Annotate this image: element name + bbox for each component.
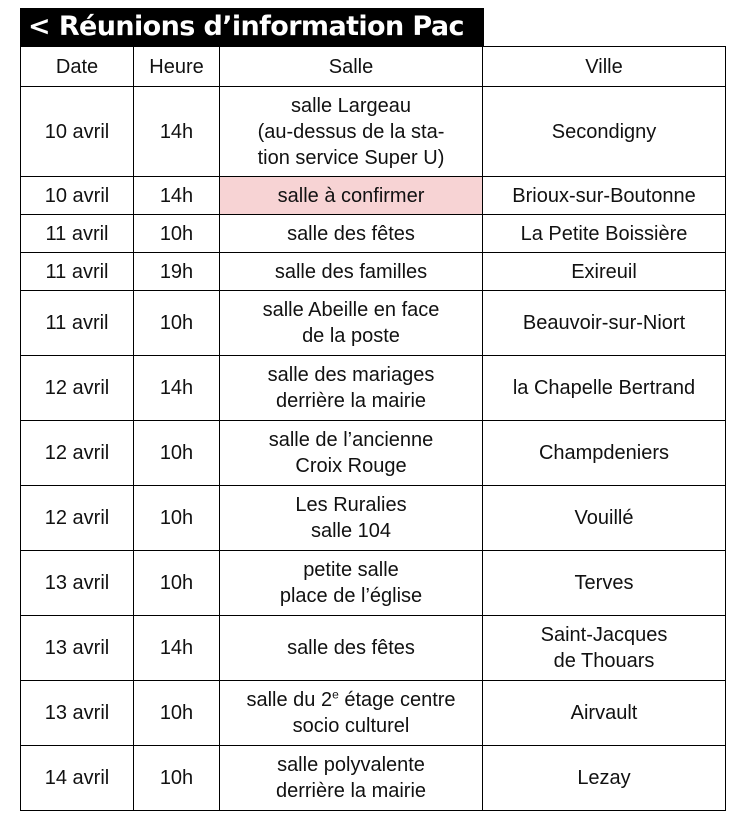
table-row bbox=[21, 616, 726, 681]
column-header-heure: Heure bbox=[134, 47, 220, 87]
table-row bbox=[21, 215, 726, 253]
table-row bbox=[21, 486, 726, 551]
cell-date: 14 avril bbox=[21, 746, 134, 811]
cell-salle bbox=[220, 681, 483, 746]
cell-heure: 14h bbox=[134, 177, 220, 215]
table-row bbox=[21, 551, 726, 616]
table-row bbox=[21, 356, 726, 421]
table-row bbox=[21, 681, 726, 746]
superscript-e: e bbox=[332, 687, 339, 702]
cell-heure: 10h bbox=[134, 551, 220, 616]
cell-salle: salle Abeille en face de la poste bbox=[220, 291, 483, 356]
cell-heure: 10h bbox=[134, 486, 220, 551]
column-header-salle: Salle bbox=[220, 47, 483, 87]
cell-ville: Brioux-sur-Boutonne bbox=[483, 177, 726, 215]
cell-heure: 10h bbox=[134, 421, 220, 486]
cell-ville: La Petite Boissière bbox=[483, 215, 726, 253]
cell-salle: salle Largeau (au-dessus de la sta- tion service Super U) bbox=[220, 87, 483, 177]
cell-date: 12 avril bbox=[21, 486, 134, 551]
cell-date: 10 avril bbox=[21, 87, 134, 177]
cell-ville: Beauvoir-sur-Niort bbox=[483, 291, 726, 356]
cell-heure: 10h bbox=[134, 681, 220, 746]
cell-ville: Vouillé bbox=[483, 486, 726, 551]
table-row bbox=[21, 177, 726, 215]
cell-heure: 10h bbox=[134, 291, 220, 356]
table-row bbox=[21, 746, 726, 811]
cell-date: 10 avril bbox=[21, 177, 134, 215]
cell-heure: 14h bbox=[134, 356, 220, 421]
cell-salle: salle des mariages derrière la mairie bbox=[220, 356, 483, 421]
cell-date: 11 avril bbox=[21, 253, 134, 291]
salle-text-prefix: salle du 2 bbox=[246, 689, 333, 711]
cell-heure: 14h bbox=[134, 87, 220, 177]
cell-ville: Lezay bbox=[483, 746, 726, 811]
cell-heure: 10h bbox=[134, 215, 220, 253]
cell-ville: Exireuil bbox=[483, 253, 726, 291]
cell-salle: petite salle place de l’église bbox=[220, 551, 483, 616]
cell-salle: salle des familles bbox=[220, 253, 483, 291]
cell-salle: salle des fêtes bbox=[220, 616, 483, 681]
table-row bbox=[21, 87, 726, 177]
cell-heure: 10h bbox=[134, 746, 220, 811]
cell-salle: salle de l’ancienne Croix Rouge bbox=[220, 421, 483, 486]
cell-salle: salle polyvalente derrière la mairie bbox=[220, 746, 483, 811]
table-header-row bbox=[21, 47, 726, 87]
cell-salle: Les Ruralies salle 104 bbox=[220, 486, 483, 551]
column-header-date: Date bbox=[21, 47, 134, 87]
salle-text-line2: socio culturel bbox=[292, 715, 410, 737]
cell-ville: Champdeniers bbox=[483, 421, 726, 486]
table-row bbox=[21, 253, 726, 291]
cell-date: 12 avril bbox=[21, 421, 134, 486]
cell-ville: Secondigny bbox=[483, 87, 726, 177]
cell-date: 13 avril bbox=[21, 551, 134, 616]
cell-date: 11 avril bbox=[21, 215, 134, 253]
cell-ville: Saint-Jacques de Thouars bbox=[483, 616, 726, 681]
table-row bbox=[21, 291, 726, 356]
cell-salle: salle des fêtes bbox=[220, 215, 483, 253]
cell-salle-highlighted: salle à confirmer bbox=[220, 177, 483, 215]
table-row bbox=[21, 421, 726, 486]
cell-heure: 19h bbox=[134, 253, 220, 291]
column-header-ville: Ville bbox=[483, 47, 726, 87]
cell-ville: la Chapelle Bertrand bbox=[483, 356, 726, 421]
cell-heure: 14h bbox=[134, 616, 220, 681]
page-title: < Réunions d’information Pac bbox=[20, 8, 484, 46]
cell-date: 13 avril bbox=[21, 616, 134, 681]
cell-date: 11 avril bbox=[21, 291, 134, 356]
cell-ville: Airvault bbox=[483, 681, 726, 746]
cell-date: 12 avril bbox=[21, 356, 134, 421]
cell-ville: Terves bbox=[483, 551, 726, 616]
salle-text-suffix: étage centre bbox=[338, 689, 456, 711]
cell-date: 13 avril bbox=[21, 681, 134, 746]
meetings-table bbox=[20, 46, 726, 811]
